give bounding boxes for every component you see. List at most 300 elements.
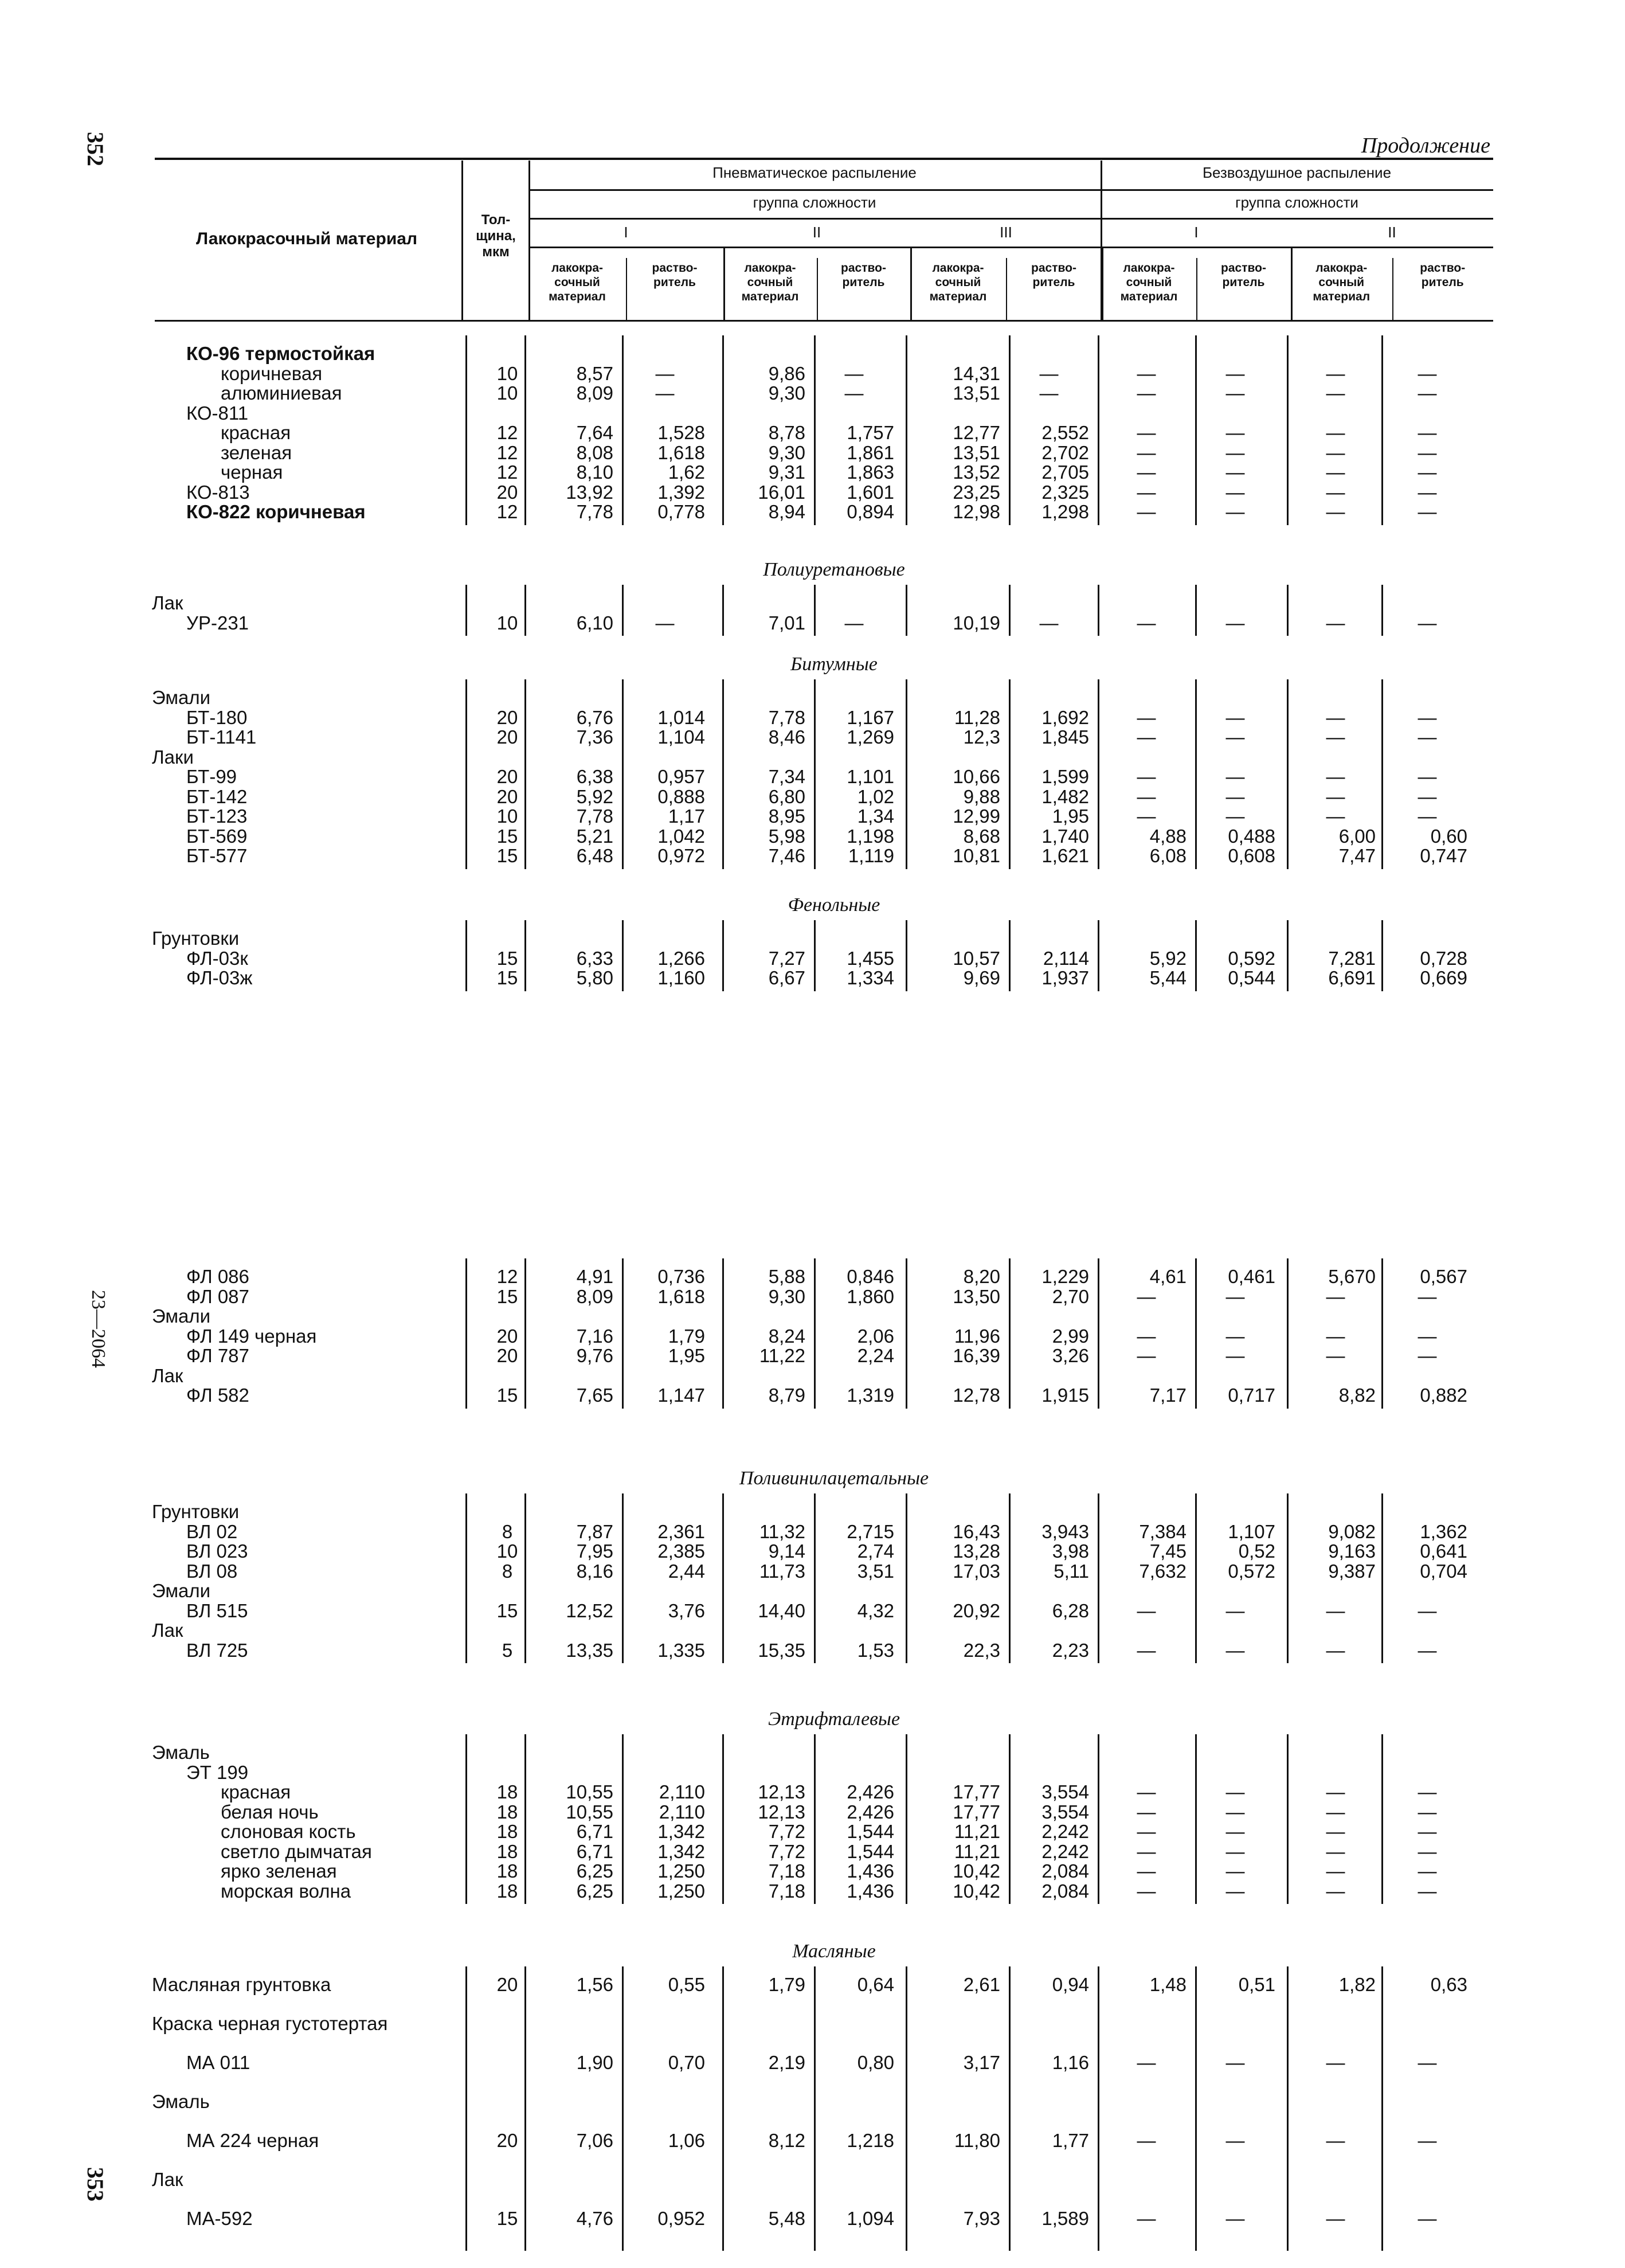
row-value: 13,51 bbox=[953, 441, 1000, 463]
row-value: 11,32 bbox=[759, 1520, 805, 1542]
row-value: 0,717 bbox=[1228, 1385, 1275, 1406]
row-value: — bbox=[1137, 1325, 1156, 1347]
row-value: — bbox=[1137, 441, 1156, 463]
row-value: 7,93 bbox=[963, 2208, 1000, 2229]
row-value: — bbox=[1137, 1781, 1156, 1802]
section-title: Фенольные bbox=[788, 894, 880, 916]
row-value: 6,76 bbox=[576, 706, 613, 728]
row-value: 8,82 bbox=[1338, 1385, 1376, 1406]
row-value: 1,544 bbox=[847, 1840, 894, 1862]
row-value: — bbox=[844, 382, 864, 404]
row-value: 5,92 bbox=[1149, 947, 1187, 969]
row-value: — bbox=[1137, 785, 1156, 807]
row-value: — bbox=[1326, 766, 1345, 787]
row-value: — bbox=[1225, 726, 1245, 748]
top-rule bbox=[155, 158, 1493, 160]
row-value: 13,35 bbox=[566, 1639, 613, 1661]
row-value: 7,72 bbox=[768, 1840, 805, 1862]
row-value: — bbox=[1225, 805, 1245, 827]
row-value: 2,19 bbox=[768, 2052, 805, 2073]
row-value: 0,952 bbox=[657, 2208, 705, 2229]
row-value: 2,110 bbox=[659, 1781, 705, 1802]
row-thickness: 20 bbox=[496, 766, 518, 787]
row-value: 1,014 bbox=[657, 706, 705, 728]
row-label: ВЛ 02 bbox=[186, 1520, 238, 1542]
header-group-3: III bbox=[1000, 224, 1012, 241]
row-value: — bbox=[1225, 1325, 1245, 1347]
row-value: 17,77 bbox=[953, 1781, 1000, 1802]
row-value: 7,18 bbox=[768, 1860, 805, 1882]
row-label: Лак bbox=[152, 2169, 183, 2190]
row-value: — bbox=[1326, 441, 1345, 463]
row-value: 8,12 bbox=[768, 2130, 805, 2151]
row-value: 13,28 bbox=[953, 1540, 1000, 1562]
row-label: Лак bbox=[152, 1364, 183, 1386]
row-value: 11,80 bbox=[954, 2130, 1000, 2151]
row-value: 12,98 bbox=[953, 501, 1000, 522]
row-value: — bbox=[655, 612, 675, 634]
row-value: — bbox=[1039, 382, 1059, 404]
row-value: — bbox=[1225, 1639, 1245, 1661]
row-value: — bbox=[1225, 1345, 1245, 1366]
row-thickness: 20 bbox=[496, 2130, 518, 2151]
row-thickness: 15 bbox=[496, 1285, 518, 1307]
row-value: — bbox=[1326, 1860, 1345, 1882]
section-title: Поливинилацетальные bbox=[739, 1468, 929, 1489]
row-value: 10,19 bbox=[953, 612, 1000, 634]
row-value: 12,13 bbox=[758, 1781, 805, 1802]
row-value: — bbox=[1225, 1821, 1245, 1842]
row-value: 2,06 bbox=[857, 1325, 894, 1347]
row-value: 2,99 bbox=[1052, 1325, 1089, 1347]
row-value: 0,894 bbox=[847, 501, 894, 522]
row-value: 0,882 bbox=[1420, 1385, 1467, 1406]
row-value: — bbox=[1326, 2130, 1345, 2151]
row-label: УР-231 bbox=[186, 612, 249, 634]
row-value: 7,64 bbox=[576, 422, 613, 443]
row-value: 9,76 bbox=[576, 1345, 613, 1366]
row-value: — bbox=[1225, 2208, 1245, 2229]
row-value: 11,73 bbox=[759, 1560, 805, 1582]
row-label: БТ-180 bbox=[186, 706, 248, 728]
row-label: БТ-569 bbox=[186, 825, 248, 847]
row-value: 8,57 bbox=[576, 362, 613, 384]
signature-mark: 23—2064 bbox=[88, 1290, 109, 1368]
row-label: ВЛ 023 bbox=[186, 1540, 248, 1562]
row-value: — bbox=[1137, 2052, 1156, 2073]
row-value: 0,747 bbox=[1420, 845, 1467, 866]
row-value: 8,94 bbox=[768, 501, 805, 522]
row-value: — bbox=[1225, 785, 1245, 807]
row-value: — bbox=[1137, 1801, 1156, 1823]
row-value: 1,042 bbox=[657, 825, 705, 847]
row-value: 5,48 bbox=[768, 2208, 805, 2229]
row-value: 8,08 bbox=[576, 441, 613, 463]
row-value: 13,52 bbox=[953, 462, 1000, 483]
row-value: 4,91 bbox=[576, 1266, 613, 1287]
row-value: 2,61 bbox=[963, 1974, 1000, 1995]
row-value: 1,79 bbox=[668, 1325, 705, 1347]
row-value: — bbox=[1137, 805, 1156, 827]
row-value: 2,084 bbox=[1041, 1860, 1089, 1882]
row-value: 1,334 bbox=[847, 967, 894, 988]
row-label: Грунтовки bbox=[152, 928, 240, 949]
row-value: — bbox=[1418, 462, 1437, 483]
row-value: — bbox=[1225, 441, 1245, 463]
row-value: — bbox=[1418, 1345, 1437, 1366]
row-value: 5,98 bbox=[768, 825, 805, 847]
row-value: — bbox=[1225, 1840, 1245, 1862]
page-number-left: 352 bbox=[83, 132, 108, 166]
row-value: — bbox=[1225, 1880, 1245, 1902]
row-value: — bbox=[1418, 441, 1437, 463]
row-value: 20,92 bbox=[953, 1600, 1000, 1621]
row-value: — bbox=[1418, 501, 1437, 522]
row-value: 0,778 bbox=[657, 501, 705, 522]
row-thickness: 20 bbox=[496, 1345, 518, 1366]
row-label: БТ-99 bbox=[186, 766, 237, 787]
row-value: 16,01 bbox=[758, 481, 805, 503]
row-value: 6,00 bbox=[1338, 825, 1376, 847]
row-value: — bbox=[1225, 382, 1245, 404]
row-value: 1,17 bbox=[668, 805, 705, 827]
row-value: — bbox=[1326, 1325, 1345, 1347]
row-value: 10,42 bbox=[953, 1860, 1000, 1882]
row-label: КО-813 bbox=[186, 481, 250, 503]
row-value: 1,104 bbox=[657, 726, 705, 748]
row-value: 2,325 bbox=[1041, 481, 1089, 503]
row-thickness: 18 bbox=[496, 1781, 518, 1802]
row-value: 0,52 bbox=[1238, 1540, 1275, 1562]
row-value: 0,608 bbox=[1228, 845, 1275, 866]
row-value: 0,64 bbox=[857, 1974, 894, 1995]
row-value: — bbox=[1225, 362, 1245, 384]
row-label: белая ночь bbox=[221, 1801, 319, 1823]
row-label: морская волна bbox=[221, 1880, 351, 1902]
row-label: светло дымчатая bbox=[221, 1840, 372, 1862]
row-value: 5,80 bbox=[576, 967, 613, 988]
row-value: 2,242 bbox=[1041, 1840, 1089, 1862]
row-value: 2,715 bbox=[847, 1520, 894, 1542]
header-lkm-2: лакокра- сочный материал bbox=[741, 261, 799, 303]
row-value: 16,39 bbox=[953, 1345, 1000, 1366]
header-group-a: группа сложности bbox=[1235, 194, 1358, 211]
row-value: 5,11 bbox=[1054, 1560, 1089, 1582]
row-value: — bbox=[1137, 1285, 1156, 1307]
row-value: 23,25 bbox=[953, 481, 1000, 503]
header-solvent-3: раство- ритель bbox=[1031, 261, 1076, 289]
row-value: 1,250 bbox=[657, 1880, 705, 1902]
row-value: 3,51 bbox=[857, 1560, 894, 1582]
row-value: 1,740 bbox=[1041, 825, 1089, 847]
row-label: Лак bbox=[152, 592, 183, 613]
header-solvent-2: раство- ритель bbox=[841, 261, 886, 289]
row-value: 5,670 bbox=[1328, 1266, 1376, 1287]
row-value: 7,78 bbox=[576, 805, 613, 827]
row-value: — bbox=[1225, 462, 1245, 483]
row-value: — bbox=[1137, 1840, 1156, 1862]
row-value: 12,13 bbox=[758, 1801, 805, 1823]
row-value: 1,16 bbox=[1052, 2052, 1089, 2073]
row-thickness: 15 bbox=[496, 947, 518, 969]
row-value: — bbox=[655, 362, 675, 384]
row-thickness: 10 bbox=[496, 382, 518, 404]
row-value: 1,599 bbox=[1041, 766, 1089, 787]
row-label: ФЛ 086 bbox=[186, 1266, 249, 1287]
row-value: 14,31 bbox=[953, 362, 1000, 384]
row-value: 11,21 bbox=[954, 1840, 1000, 1862]
row-thickness: 15 bbox=[496, 845, 518, 866]
header-solvent-1: раство- ритель bbox=[652, 261, 698, 289]
row-value: — bbox=[1137, 501, 1156, 522]
row-value: 7,17 bbox=[1149, 1385, 1187, 1406]
row-value: 8,95 bbox=[768, 805, 805, 827]
row-value: 2,702 bbox=[1041, 441, 1089, 463]
row-label: ВЛ 08 bbox=[186, 1560, 238, 1582]
row-value: — bbox=[1225, 501, 1245, 522]
row-value: — bbox=[1418, 1840, 1437, 1862]
row-thickness: 15 bbox=[496, 2208, 518, 2229]
row-value: 1,937 bbox=[1041, 967, 1089, 988]
row-value: — bbox=[1225, 1781, 1245, 1802]
row-value: — bbox=[1418, 1821, 1437, 1842]
header-lkm-4: лакокра- сочный материал bbox=[1120, 261, 1178, 303]
row-value: 7,34 bbox=[768, 766, 805, 787]
row-value: — bbox=[844, 612, 864, 634]
row-value: 6,71 bbox=[576, 1821, 613, 1842]
row-value: 2,705 bbox=[1041, 462, 1089, 483]
row-value: 6,33 bbox=[576, 947, 613, 969]
row-value: 10,81 bbox=[953, 845, 1000, 866]
row-value: 6,25 bbox=[576, 1860, 613, 1882]
row-value: — bbox=[1418, 1639, 1437, 1661]
row-thickness: 18 bbox=[496, 1860, 518, 1882]
row-thickness: 5 bbox=[502, 1639, 513, 1661]
row-value: — bbox=[1225, 766, 1245, 787]
row-value: 1,266 bbox=[657, 947, 705, 969]
row-value: 14,40 bbox=[758, 1600, 805, 1621]
row-value: 13,51 bbox=[953, 382, 1000, 404]
row-value: 3,98 bbox=[1052, 1540, 1089, 1562]
row-value: 7,87 bbox=[576, 1520, 613, 1542]
row-value: — bbox=[1039, 612, 1059, 634]
row-label: слоновая кость bbox=[221, 1821, 356, 1842]
row-value: 2,74 bbox=[857, 1540, 894, 1562]
header-solvent-4: раство- ритель bbox=[1221, 261, 1266, 289]
row-value: — bbox=[1418, 1801, 1437, 1823]
row-value: 7,06 bbox=[576, 2130, 613, 2151]
row-label: ВЛ 725 bbox=[186, 1639, 248, 1661]
row-value: 8,78 bbox=[768, 422, 805, 443]
row-label: БТ-123 bbox=[186, 805, 248, 827]
row-value: — bbox=[1326, 1880, 1345, 1902]
row-value: 7,384 bbox=[1139, 1520, 1187, 1542]
row-value: — bbox=[1418, 785, 1437, 807]
row-value: 1,82 bbox=[1338, 1974, 1376, 1995]
row-value: 1,02 bbox=[857, 785, 894, 807]
row-value: 7,65 bbox=[576, 1385, 613, 1406]
row-value: 1,860 bbox=[847, 1285, 894, 1307]
row-value: 1,621 bbox=[1041, 845, 1089, 866]
row-label: Эмали bbox=[152, 1580, 211, 1601]
row-thickness: 10 bbox=[496, 1540, 518, 1562]
row-value: 1,589 bbox=[1041, 2208, 1089, 2229]
row-value: 6,38 bbox=[576, 766, 613, 787]
row-value: 6,691 bbox=[1328, 967, 1376, 988]
row-thickness: 10 bbox=[496, 362, 518, 384]
row-label: Эмали bbox=[152, 687, 211, 708]
row-value: — bbox=[1326, 481, 1345, 503]
row-value: — bbox=[1326, 726, 1345, 748]
row-label: БТ-577 bbox=[186, 845, 248, 866]
row-value: 10,57 bbox=[953, 947, 1000, 969]
row-value: 6,80 bbox=[768, 785, 805, 807]
row-value: 1,618 bbox=[657, 441, 705, 463]
row-thickness: 20 bbox=[496, 481, 518, 503]
row-value: 7,01 bbox=[768, 612, 805, 634]
row-value: — bbox=[1326, 1345, 1345, 1366]
row-value: — bbox=[1137, 1821, 1156, 1842]
row-value: 10,55 bbox=[566, 1781, 613, 1802]
row-value: — bbox=[1418, 1880, 1437, 1902]
row-value: 5,88 bbox=[768, 1266, 805, 1287]
row-value: 1,53 bbox=[857, 1639, 894, 1661]
row-value: — bbox=[1326, 785, 1345, 807]
row-value: 3,17 bbox=[963, 2052, 1000, 2073]
row-value: 2,114 bbox=[1043, 947, 1089, 969]
row-label: ярко зеленая bbox=[221, 1860, 337, 1882]
row-value: 12,78 bbox=[953, 1385, 1000, 1406]
row-value: 0,572 bbox=[1228, 1560, 1275, 1582]
row-value: — bbox=[1326, 612, 1345, 634]
row-value: 9,14 bbox=[768, 1540, 805, 1562]
row-value: 1,250 bbox=[657, 1860, 705, 1882]
row-label: Эмали bbox=[152, 1305, 211, 1327]
row-value: 4,76 bbox=[576, 2208, 613, 2229]
row-value: 2,385 bbox=[657, 1540, 705, 1562]
row-value: — bbox=[1039, 362, 1059, 384]
row-value: — bbox=[1137, 1345, 1156, 1366]
row-value: 1,79 bbox=[768, 1974, 805, 1995]
row-value: 1,95 bbox=[1052, 805, 1089, 827]
row-value: 7,18 bbox=[768, 1880, 805, 1902]
row-value: 11,21 bbox=[954, 1821, 1000, 1842]
row-value: 8,46 bbox=[768, 726, 805, 748]
row-value: 5,44 bbox=[1149, 967, 1187, 988]
row-value: — bbox=[1418, 422, 1437, 443]
row-value: 4,61 bbox=[1149, 1266, 1187, 1287]
row-value: 0,60 bbox=[1430, 825, 1467, 847]
row-value: — bbox=[1225, 1285, 1245, 1307]
row-value: 7,281 bbox=[1328, 947, 1376, 969]
row-value: 7,16 bbox=[576, 1325, 613, 1347]
row-value: — bbox=[1137, 2130, 1156, 2151]
row-value: 9,30 bbox=[768, 441, 805, 463]
row-value: 1,692 bbox=[1041, 706, 1089, 728]
row-value: 0,972 bbox=[657, 845, 705, 866]
row-value: 13,50 bbox=[953, 1285, 1000, 1307]
row-value: 3,554 bbox=[1041, 1781, 1089, 1802]
row-value: 13,92 bbox=[566, 481, 613, 503]
row-label: ФЛ 149 черная bbox=[186, 1325, 317, 1347]
row-value: 1,335 bbox=[657, 1639, 705, 1661]
row-value: 7,72 bbox=[768, 1821, 805, 1842]
header-solvent-5: раство- ритель bbox=[1420, 261, 1466, 289]
row-value: — bbox=[1418, 362, 1437, 384]
row-value: 0,80 bbox=[857, 2052, 894, 2073]
row-value: 10,55 bbox=[566, 1801, 613, 1823]
row-thickness: 8 bbox=[502, 1560, 513, 1582]
row-value: 2,70 bbox=[1052, 1285, 1089, 1307]
row-label: черная bbox=[221, 462, 283, 483]
row-value: 11,22 bbox=[759, 1345, 805, 1366]
row-value: 22,3 bbox=[963, 1639, 1000, 1661]
row-value: — bbox=[1225, 1860, 1245, 1882]
row-value: 1,436 bbox=[847, 1880, 894, 1902]
row-value: 0,704 bbox=[1420, 1560, 1467, 1582]
row-value: 2,44 bbox=[668, 1560, 705, 1582]
row-value: 1,342 bbox=[657, 1821, 705, 1842]
row-value: 12,99 bbox=[953, 805, 1000, 827]
row-thickness: 15 bbox=[496, 825, 518, 847]
row-value: 1,362 bbox=[1420, 1520, 1467, 1542]
row-value: — bbox=[1137, 726, 1156, 748]
row-value: — bbox=[1137, 2208, 1156, 2229]
row-value: 1,845 bbox=[1041, 726, 1089, 748]
row-value: — bbox=[1137, 1639, 1156, 1661]
header-group-4: I bbox=[1194, 224, 1199, 241]
row-value: 0,544 bbox=[1228, 967, 1275, 988]
row-label: Лаки bbox=[152, 746, 194, 768]
row-thickness: 12 bbox=[496, 1266, 518, 1287]
row-value: 10,42 bbox=[953, 1880, 1000, 1902]
row-value: 1,160 bbox=[657, 967, 705, 988]
row-thickness: 20 bbox=[496, 1974, 518, 1995]
row-value: — bbox=[655, 382, 675, 404]
row-thickness: 15 bbox=[496, 1600, 518, 1621]
row-value: — bbox=[1137, 1860, 1156, 1882]
row-value: — bbox=[1326, 501, 1345, 522]
row-value: 1,147 bbox=[657, 1385, 705, 1406]
row-value: 5,21 bbox=[576, 825, 613, 847]
row-value: — bbox=[1326, 1285, 1345, 1307]
row-label: КО-822 коричневая bbox=[186, 501, 366, 522]
row-value: — bbox=[1418, 1285, 1437, 1307]
row-value: — bbox=[1418, 382, 1437, 404]
row-value: — bbox=[1326, 462, 1345, 483]
row-value: — bbox=[1418, 706, 1437, 728]
row-value: 0,51 bbox=[1238, 1974, 1275, 1995]
row-value: 2,426 bbox=[847, 1801, 894, 1823]
row-value: 6,71 bbox=[576, 1840, 613, 1862]
row-value: — bbox=[1326, 1600, 1345, 1621]
row-value: — bbox=[1137, 481, 1156, 503]
row-value: 1,757 bbox=[847, 422, 894, 443]
row-value: 0,488 bbox=[1228, 825, 1275, 847]
row-value: 0,94 bbox=[1052, 1974, 1089, 1995]
row-value: 1,06 bbox=[668, 2130, 705, 2151]
header-group-2: II bbox=[812, 224, 821, 241]
row-label: МА-592 bbox=[186, 2208, 253, 2229]
row-value: 9,163 bbox=[1328, 1540, 1376, 1562]
row-label: Грунтовки bbox=[152, 1501, 240, 1522]
row-value: 2,084 bbox=[1041, 1880, 1089, 1902]
row-value: 1,319 bbox=[847, 1385, 894, 1406]
header-group-5: II bbox=[1388, 224, 1396, 241]
row-value: 1,436 bbox=[847, 1860, 894, 1882]
row-label: МА 224 черная bbox=[186, 2130, 319, 2151]
row-value: 0,70 bbox=[668, 2052, 705, 2073]
